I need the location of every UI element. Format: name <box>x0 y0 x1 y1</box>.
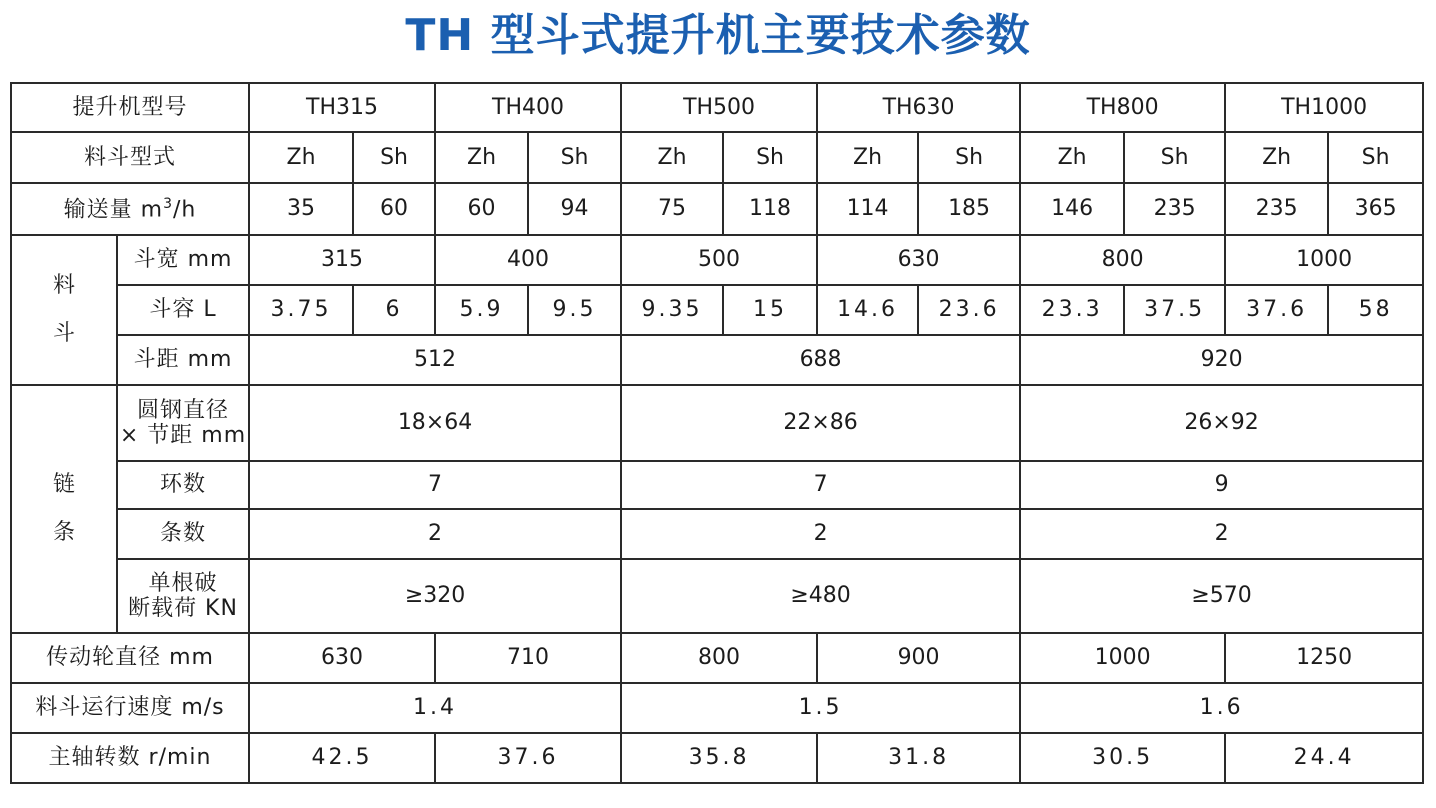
row-label-chain-count: 条数 <box>117 509 249 559</box>
table-row-bucket-type <box>11 132 1423 183</box>
cell-bucket-volume: 23.6 <box>918 285 1020 335</box>
cell-bucket-type: Zh <box>1020 132 1124 183</box>
cell-spindle-rpm: 37.6 <box>435 733 621 783</box>
cell-bucket-type: Zh <box>1225 132 1328 183</box>
label-line: 断载荷 KN <box>128 596 238 621</box>
row-label-capacity <box>11 183 249 235</box>
cell-bucket-speed: 1.5 <box>621 683 1020 733</box>
cell-capacity: 114 <box>817 183 918 235</box>
cell-bucket-volume: 23.3 <box>1020 285 1124 335</box>
cell-chain-count: 2 <box>1020 509 1423 559</box>
table-row-model <box>11 83 1423 132</box>
spec-table <box>10 82 1424 784</box>
cell-drive-wheel: 710 <box>435 633 621 683</box>
table-row-capacity <box>11 183 1423 235</box>
label-line: 单根破 <box>148 570 218 596</box>
cell-capacity: 185 <box>918 183 1020 235</box>
cell-chain-breaking-load: ≥480 <box>621 559 1020 633</box>
cell-chain-diameter-pitch: 22×86 <box>621 385 1020 461</box>
cell-bucket-width: 400 <box>435 235 621 285</box>
cell-bucket-type: Sh <box>918 132 1020 183</box>
cell-capacity: 235 <box>1124 183 1225 235</box>
row-label-bucket-type: 料斗型式 <box>11 132 249 183</box>
cell-bucket-width: 1000 <box>1225 235 1423 285</box>
table-row-chain-breaking-load <box>11 559 1423 633</box>
cell-capacity: 60 <box>435 183 528 235</box>
cell-chain-diameter-pitch: 26×92 <box>1020 385 1423 461</box>
cell-spindle-rpm: 30.5 <box>1020 733 1225 783</box>
cell-chain-count: 2 <box>621 509 1020 559</box>
cell-model: TH315 <box>249 83 435 132</box>
cell-bucket-volume: 9.35 <box>621 285 723 335</box>
cell-capacity: 35 <box>249 183 353 235</box>
cell-model: TH500 <box>621 83 817 132</box>
cell-model: TH1000 <box>1225 83 1423 132</box>
cell-model: TH630 <box>817 83 1020 132</box>
row-label-bucket-volume: 斗容 L <box>117 285 249 335</box>
cell-bucket-width: 800 <box>1020 235 1225 285</box>
table-row-chain-diameter-pitch <box>11 385 1423 461</box>
label-line: 圆钢直径 <box>137 397 230 423</box>
label-line: × 节距 mm <box>119 423 247 448</box>
cell-bucket-speed: 1.6 <box>1020 683 1423 733</box>
cell-model: TH800 <box>1020 83 1225 132</box>
group-label-chain-char: 条 <box>52 520 75 545</box>
cell-capacity: 118 <box>723 183 817 235</box>
page-title: TH 型斗式提升机主要技术参数 <box>405 10 1031 61</box>
cell-bucket-type: Zh <box>817 132 918 183</box>
cell-bucket-width: 315 <box>249 235 435 285</box>
cell-bucket-volume: 6 <box>353 285 435 335</box>
cell-capacity: 94 <box>528 183 621 235</box>
cell-bucket-type: Sh <box>723 132 817 183</box>
cell-chain-rings: 9 <box>1020 461 1423 509</box>
cell-drive-wheel: 630 <box>249 633 435 683</box>
row-label-chain-breaking-load <box>117 559 249 633</box>
cell-bucket-type: Zh <box>621 132 723 183</box>
cell-spindle-rpm: 42.5 <box>249 733 435 783</box>
cell-bucket-volume: 15 <box>723 285 817 335</box>
cell-chain-rings: 7 <box>621 461 1020 509</box>
capacity-label-text: 输送量 m <box>63 197 164 223</box>
row-label-model: 提升机型号 <box>11 83 249 132</box>
row-label-chain-rings: 环数 <box>117 461 249 509</box>
cell-bucket-pitch: 920 <box>1020 335 1423 385</box>
cell-bucket-width: 630 <box>817 235 1020 285</box>
cell-bucket-volume: 9.5 <box>528 285 621 335</box>
cell-bucket-volume: 37.6 <box>1225 285 1328 335</box>
cell-capacity: 235 <box>1225 183 1328 235</box>
cell-capacity: 75 <box>621 183 723 235</box>
cell-bucket-volume: 3.75 <box>249 285 353 335</box>
table-row-chain-count <box>11 509 1423 559</box>
row-label-drive-wheel: 传动轮直径 mm <box>11 633 249 683</box>
cell-bucket-speed: 1.4 <box>249 683 621 733</box>
cell-capacity: 146 <box>1020 183 1124 235</box>
cell-spindle-rpm: 24.4 <box>1225 733 1423 783</box>
cell-model: TH400 <box>435 83 621 132</box>
group-label-chain-char: 链 <box>52 472 75 497</box>
cell-bucket-volume: 37.5 <box>1124 285 1225 335</box>
cell-chain-count: 2 <box>249 509 621 559</box>
table-row-chain-rings <box>11 461 1423 509</box>
cell-spindle-rpm: 35.8 <box>621 733 817 783</box>
group-label-bucket-char: 斗 <box>52 321 75 346</box>
table-row-drive-wheel <box>11 633 1423 683</box>
cell-bucket-type: Sh <box>528 132 621 183</box>
cell-spindle-rpm: 31.8 <box>817 733 1020 783</box>
table-row-bucket-pitch <box>11 335 1423 385</box>
group-label-bucket <box>11 235 117 385</box>
cell-capacity: 60 <box>353 183 435 235</box>
cell-bucket-type: Sh <box>353 132 435 183</box>
group-label-bucket-char: 料 <box>52 273 75 298</box>
cell-chain-diameter-pitch: 18×64 <box>249 385 621 461</box>
cell-chain-breaking-load: ≥570 <box>1020 559 1423 633</box>
row-label-bucket-pitch: 斗距 mm <box>117 335 249 385</box>
table-row-bucket-speed <box>11 683 1423 733</box>
cell-drive-wheel: 900 <box>817 633 1020 683</box>
cell-bucket-width: 500 <box>621 235 817 285</box>
cell-capacity: 365 <box>1328 183 1423 235</box>
table-row-spindle-rpm <box>11 733 1423 783</box>
cell-chain-breaking-load: ≥320 <box>249 559 621 633</box>
row-label-bucket-speed: 料斗运行速度 m/s <box>11 683 249 733</box>
cell-drive-wheel: 1250 <box>1225 633 1423 683</box>
table-row-bucket-volume <box>11 285 1423 335</box>
row-label-bucket-width: 斗宽 mm <box>117 235 249 285</box>
group-label-chain <box>11 385 117 633</box>
cell-bucket-pitch: 688 <box>621 335 1020 385</box>
cell-bucket-type: Zh <box>249 132 353 183</box>
row-label-spindle-rpm: 主轴转数 r/min <box>11 733 249 783</box>
row-label-chain-diameter-pitch <box>117 385 249 461</box>
capacity-label-sup: 3 <box>163 195 173 212</box>
cell-bucket-volume: 14.6 <box>817 285 918 335</box>
cell-bucket-type: Sh <box>1328 132 1423 183</box>
cell-bucket-volume: 5.9 <box>435 285 528 335</box>
table-row-bucket-width <box>11 235 1423 285</box>
cell-drive-wheel: 800 <box>621 633 817 683</box>
cell-drive-wheel: 1000 <box>1020 633 1225 683</box>
cell-bucket-pitch: 512 <box>249 335 621 385</box>
capacity-label-unit: /h <box>173 197 197 223</box>
cell-chain-rings: 7 <box>249 461 621 509</box>
cell-bucket-volume: 58 <box>1328 285 1423 335</box>
cell-bucket-type: Sh <box>1124 132 1225 183</box>
cell-bucket-type: Zh <box>435 132 528 183</box>
